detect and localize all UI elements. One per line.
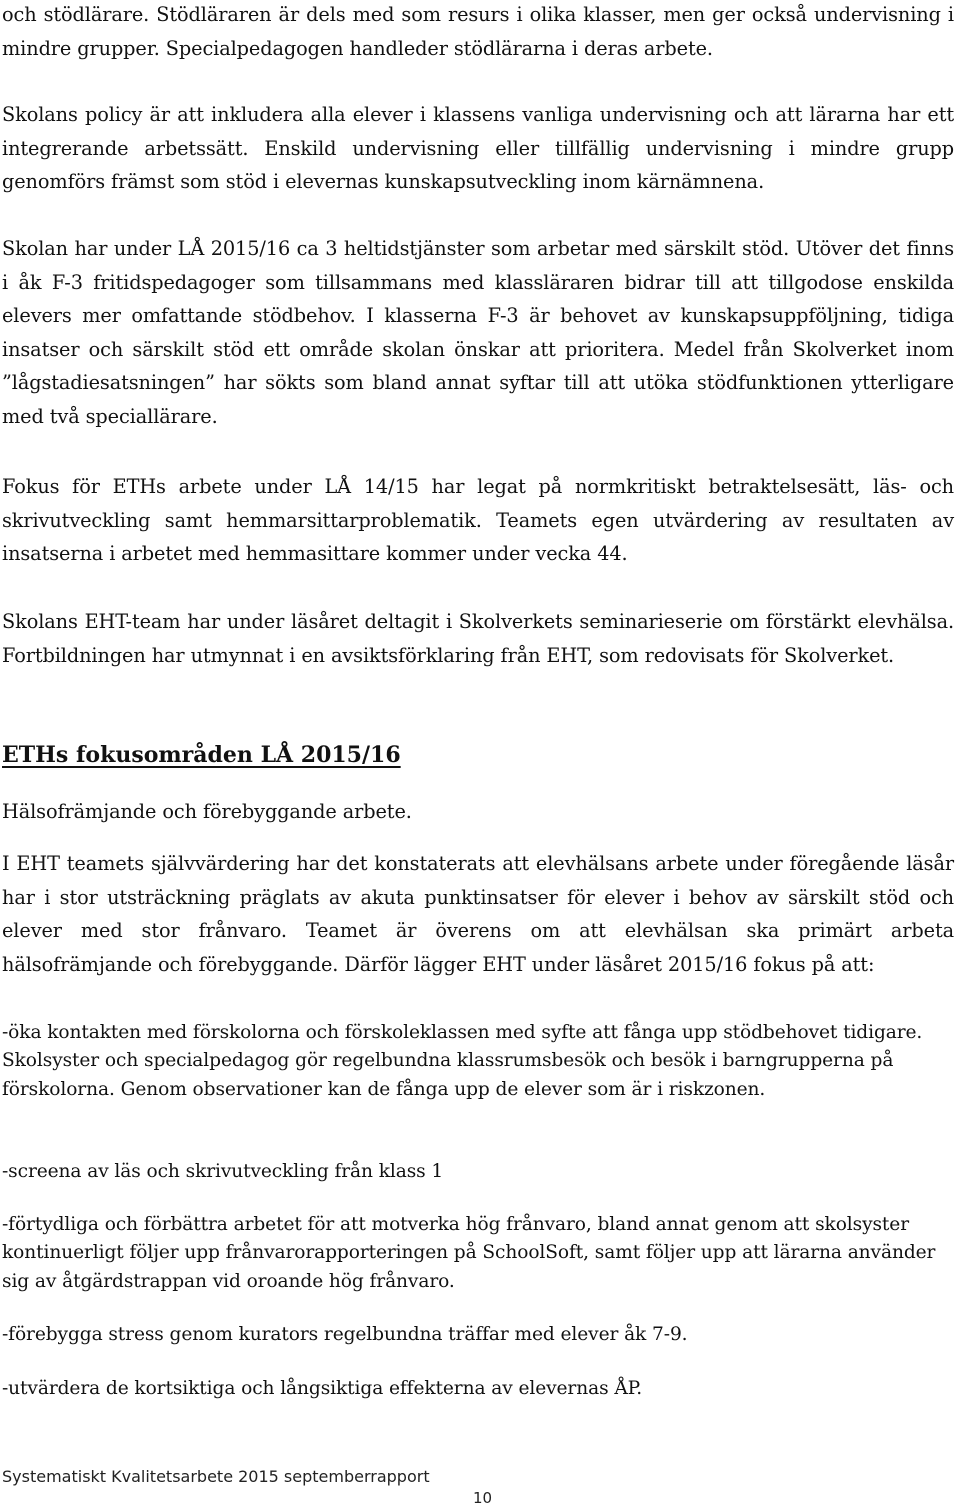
list-item-stress: -förebygga stress genom kurators regelbundna träffar med elever åk 7-9. — [2, 1324, 688, 1345]
page-number: 10 — [473, 1489, 493, 1507]
list-item-franvaro: -förtydliga och förbättra arbetet för att motverka hög frånvaro, bland annat genom att skolsyster kontinuerligt följer upp frånvarorapporteringen på SchoolSoft, samt följer upp att lärarna använder sig av åtgärdstrappan vid oroande hög frånvaro. — [2, 1214, 936, 1292]
paragraph-eht-team: Skolans EHT-team har under läsåret deltagit i Skolverkets seminarieserie om förstärkt elevhälsa. Fortbildningen har utmynnat i en avsiktsförklaring från EHT, som redovisats för Skolverket. — [2, 610, 954, 667]
paragraph-sjalvvardering: I EHT teamets självvärdering har det konstaterats att elevhälsans arbete under föregående läsår har i stor utsträckning präglats av akuta punktinsatser för elever i behov av särskilt stöd och elever med stor frånvaro. Teamet är överens om att elevhälsan ska primärt arbeta hälsofrämjande och förebyggande. Därför lägger EHT under läsåret 2015/16 fokus på att: — [2, 852, 954, 976]
paragraph-stodlarare: och stödlärare. Stödläraren är dels med som resurs i olika klasser, men ger också undervisning i mindre grupper. Specialpedagogen handleder stödlärarna i deras arbete. — [2, 3, 954, 60]
paragraph-halsoframjande: Hälsofrämjande och förebyggande arbete. — [2, 800, 412, 823]
list-item-utvardering: -utvärdera de kortsiktiga och långsiktiga effekterna av elevernas ÅP. — [2, 1378, 643, 1399]
page-footer: Systematiskt Kvalitetsarbete 2015 septemberrapport — [2, 1467, 430, 1486]
paragraph-eth-fokus: Fokus för ETHs arbete under LÅ 14/15 har legat på normkritiskt betraktelsesätt, läs- och skrivutveckling samt hemmarsittarproblematik. Teamets egen utvärdering av resultaten av insatserna i arbetet med hemmasittare kommer under vecka 44. — [2, 475, 954, 566]
paragraph-inkludering-policy: Skolans policy är att inkludera alla elever i klassens vanliga undervisning och att lärarna har ett integrerande arbetssätt. Enskild undervisning eller tillfällig undervisning i mindre grupp genomförs främst som stöd i elevernas kunskapsutveckling inom kärnämnena. — [2, 103, 954, 194]
list-item-screening: -screena av läs och skrivutveckling från klass 1 — [2, 1161, 444, 1182]
paragraph-sarskilt-stod: Skolan har under LÅ 2015/16 ca 3 heltidstjänster som arbetar med särskilt stöd. Utöver det finns i åk F-3 fritidspedagoger som tillsammans med klassläraren bidrar till att tillgodose enskilda elevers mer omfattande stödbehov. I klasserna F-3 är behovet av kunskapsuppföljning, tidiga insatser och särskilt stöd ett område skolan önskar att prioritera. Medel från Skolverket inom ”lågstadiesatsningen” har sökts som bland annat syftar till att utöka stödfunktionen ytterligare med två speciallärare. — [2, 237, 954, 428]
section-heading: ETHs fokusområden LÅ 2015/16 — [2, 742, 401, 768]
list-item-forskolor: -öka kontakten med förskolorna och förskoleklassen med syfte att fånga upp stödbehovet tidigare. Skolsyster och specialpedagog gör regelbundna klassrumsbesök och besök i barngrupperna på förskolorna. Genom observationer kan de fånga upp de elever som är i riskzonen. — [2, 1022, 923, 1100]
